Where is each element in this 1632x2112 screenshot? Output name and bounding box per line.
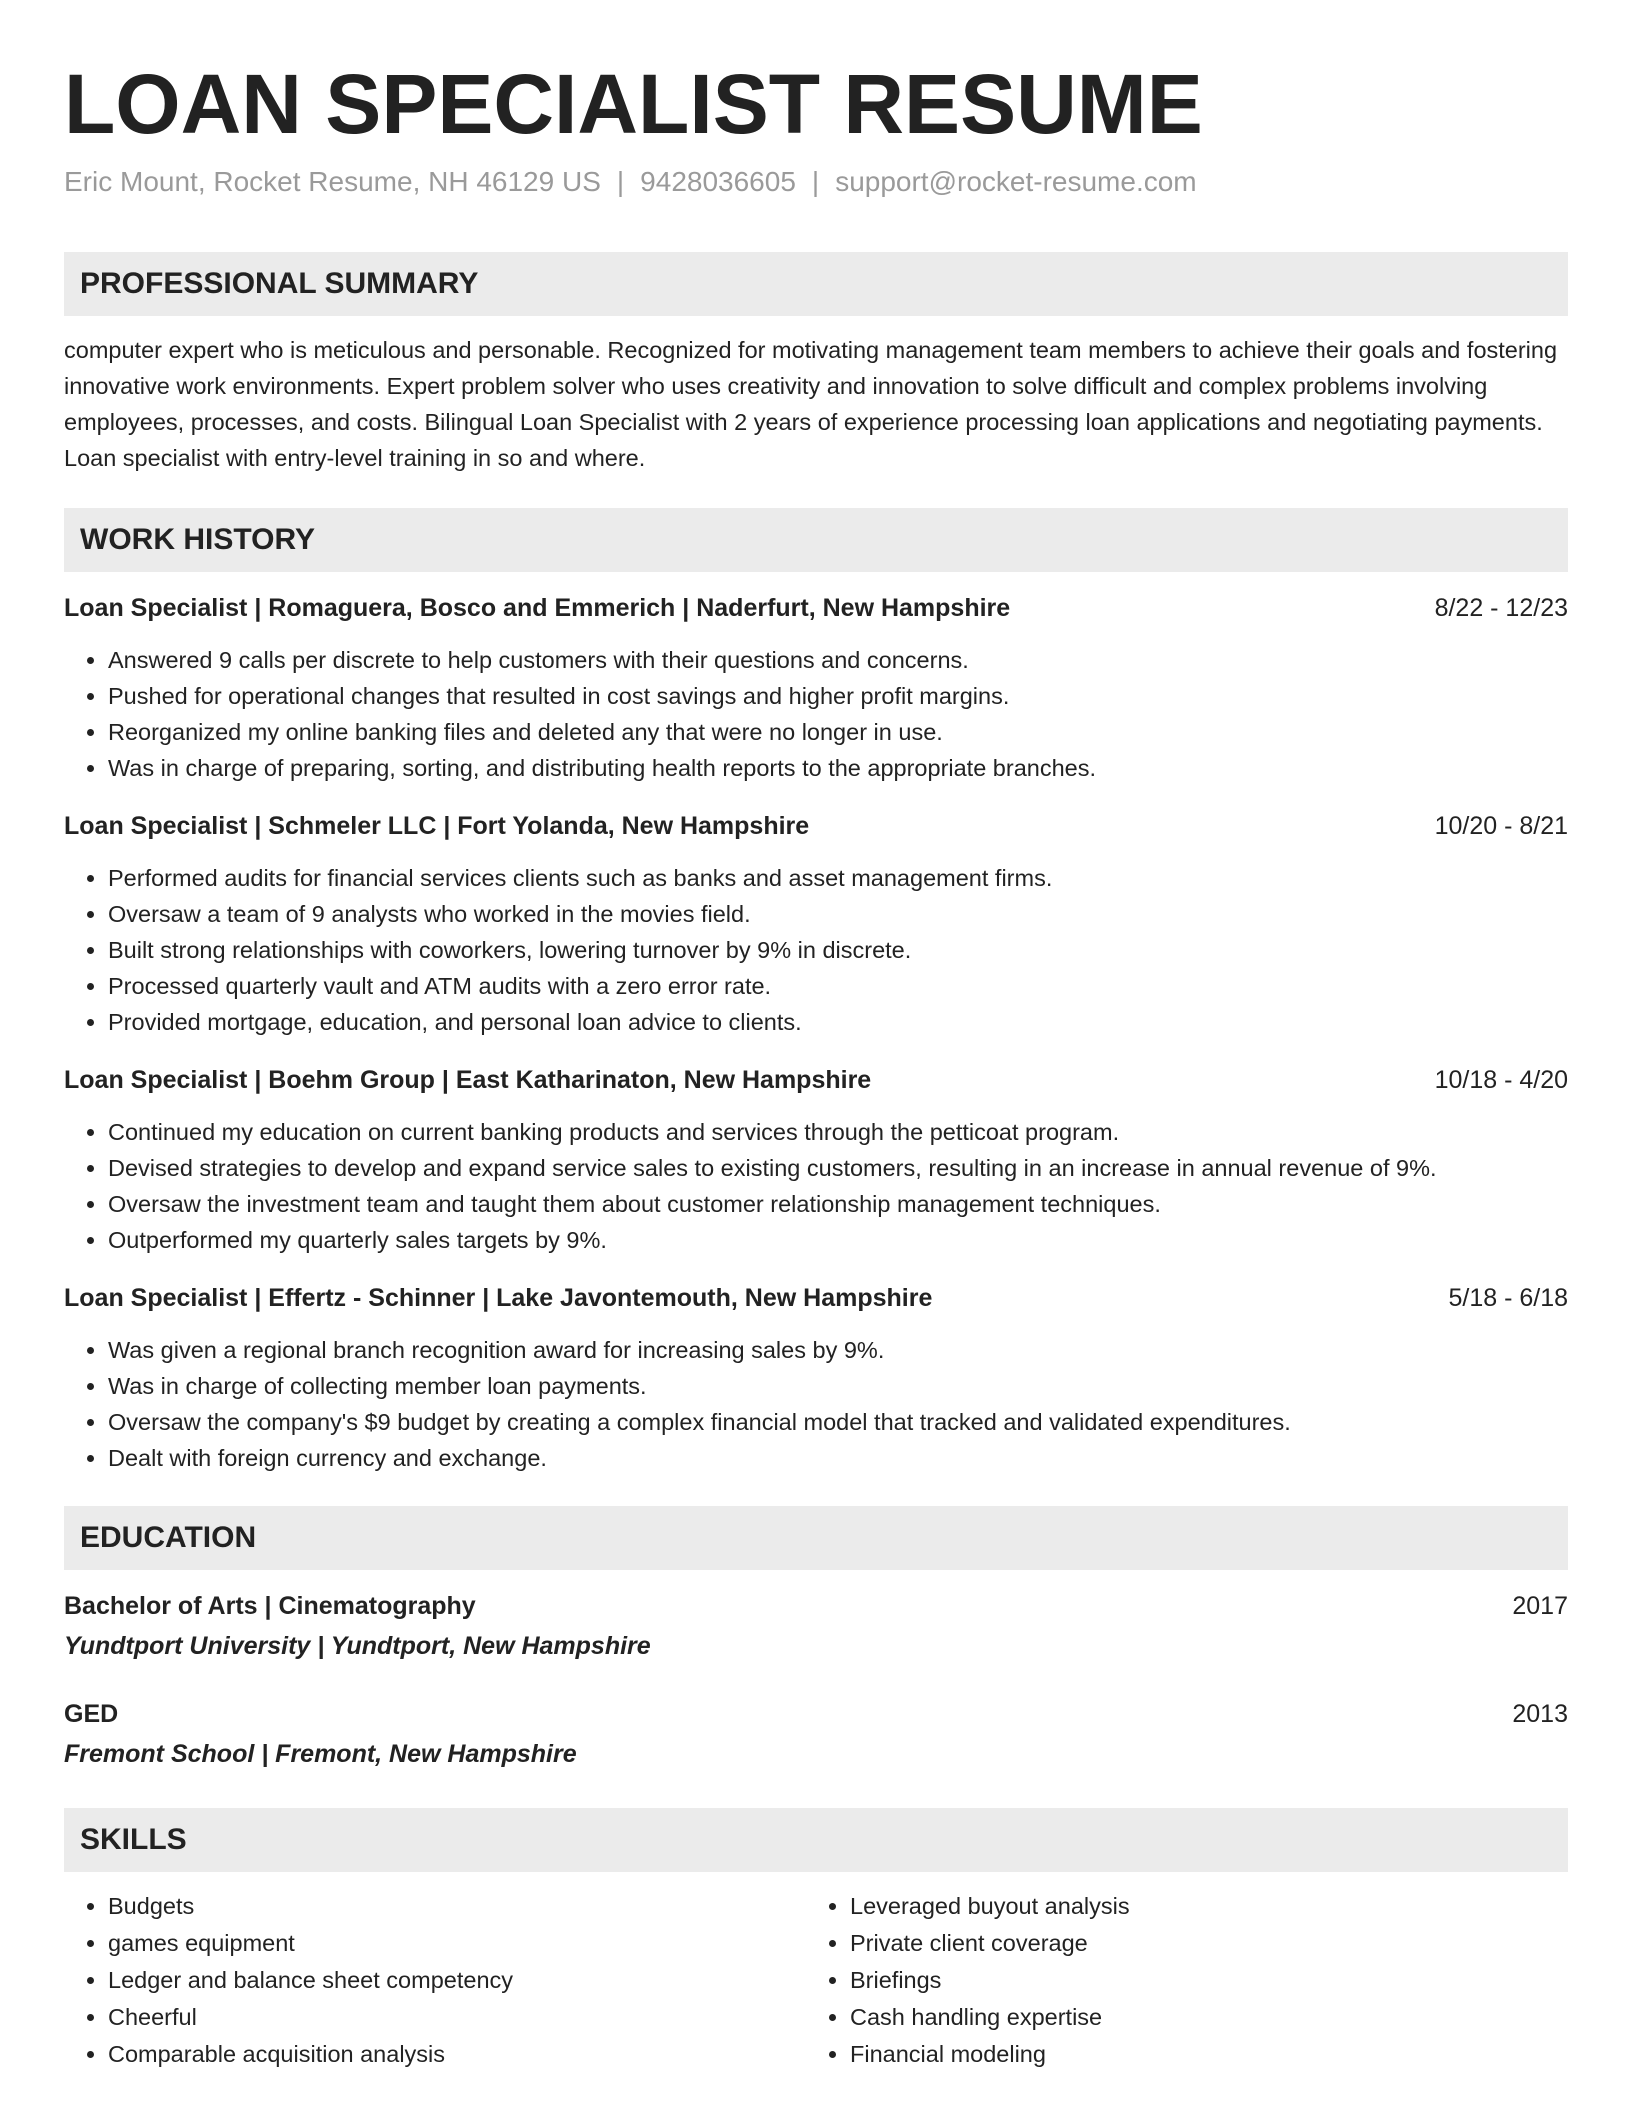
education-year: 2013 [1512,1700,1568,1729]
contact-line [64,166,1568,198]
education-entry [64,1588,1568,1664]
education-header [64,1696,1568,1732]
job-entry [64,590,1568,786]
job-bullets [64,1114,1568,1258]
job-bullet: • Oversaw a team of 9 analysts who worked in the movies field. [108,896,1568,932]
resume-title: LOAN SPECIALIST RESUME [64,57,1203,151]
job-bullet: • Answered 9 calls per discrete to help customers with their questions and concerns. [108,642,1568,678]
education-year: 2017 [1512,1592,1568,1621]
job-bullet: • Oversaw the investment team and taught them about customer relationship management techniques. [108,1186,1568,1222]
skill-item: • Comparable acquisition analysis [108,2036,806,2073]
education-header [64,1588,1568,1624]
skill-item: • Leveraged buyout analysis [850,1888,1548,1925]
skill-item: • Cheerful [108,1999,806,2036]
skill-item: • Cash handling expertise [850,1999,1548,2036]
education-degree: Bachelor of Arts | Cinematography [64,1592,476,1621]
job-bullet: • Outperformed my quarterly sales targets by 9%. [108,1222,1568,1258]
work-history-heading: WORK HISTORY [64,508,1568,572]
job-title: Loan Specialist | Romaguera, Bosco and Emmerich | Naderfurt, New Hampshire [64,594,1011,623]
job-title: Loan Specialist | Effertz - Schinner | Lake Javontemouth, New Hampshire [64,1284,933,1313]
education-heading: EDUCATION [64,1506,1568,1570]
job-dates: 5/18 - 6/18 [1448,1284,1568,1313]
skills-heading: SKILLS [64,1808,1568,1872]
summary-text: computer expert who is meticulous and personable. Recognized for motivating management team members to achieve their goals and fostering innovative work environments. Expert problem solver who uses creativity and innovation to solve difficult and complex problems involving employees, processes, and costs. Bilingual Loan Specialist with 2 years of experience processing loan applications and negotiating payments. Loan specialist with entry-level training in so and where. [64,337,1558,472]
job-dates: 10/18 - 4/20 [1434,1066,1568,1095]
skills-column-left [64,1888,806,2073]
job-bullet: • Reorganized my online banking files and deleted any that were no longer in use. [108,714,1568,750]
job-entry [64,808,1568,1040]
job-entry [64,1280,1568,1476]
job-bullet: • Devised strategies to develop and expand service sales to existing customers, resulting in an increase in annual revenue of 9%. [108,1150,1568,1186]
education-school: Yundtport University | Yundtport, New Hampshire [64,1632,651,1661]
job-bullet: • Continued my education on current banking products and services through the petticoat program. [108,1114,1568,1150]
skill-item: • Briefings [850,1962,1548,1999]
contact-phone: 9428036605 [640,166,796,198]
job-bullet: • Pushed for operational changes that resulted in cost savings and higher profit margins. [108,678,1568,714]
contact-email: support@rocket-resume.com [835,166,1197,198]
contact-address: Eric Mount, Rocket Resume, NH 46129 US [64,166,601,198]
job-bullet: • Provided mortgage, education, and personal loan advice to clients. [108,1004,1568,1040]
summary-heading: PROFESSIONAL SUMMARY [64,252,1568,316]
job-bullet: • Oversaw the company's $9 budget by creating a complex financial model that tracked and validated expenditures. [108,1404,1568,1440]
job-header [64,808,1568,844]
job-bullet: • Processed quarterly vault and ATM audits with a zero error rate. [108,968,1568,1004]
job-title: Loan Specialist | Schmeler LLC | Fort Yolanda, New Hampshire [64,812,810,841]
job-bullet: • Performed audits for financial services clients such as banks and asset management firms. [108,860,1568,896]
skill-item: • Ledger and balance sheet competency [108,1962,806,1999]
job-header [64,1062,1568,1098]
job-bullet: • Built strong relationships with coworkers, lowering turnover by 9% in discrete. [108,932,1568,968]
job-header [64,1280,1568,1316]
education-school: Fremont School | Fremont, New Hampshire [64,1740,577,1769]
skill-item: • Private client coverage [850,1925,1548,1962]
skills-list [64,1888,1568,2073]
job-bullets [64,1332,1568,1476]
job-bullet: • Was in charge of collecting member loan payments. [108,1368,1568,1404]
job-dates: 10/20 - 8/21 [1434,812,1568,841]
job-header [64,590,1568,626]
job-bullet: • Was given a regional branch recognition award for increasing sales by 9%. [108,1332,1568,1368]
job-bullet: • Was in charge of preparing, sorting, and distributing health reports to the appropriate branches. [108,750,1568,786]
job-bullet: • Dealt with foreign currency and exchange. [108,1440,1568,1476]
job-dates: 8/22 - 12/23 [1434,594,1568,623]
skill-item: • games equipment [108,1925,806,1962]
skills-column-right [806,1888,1548,2073]
education-degree: GED [64,1700,119,1729]
contact-separator: | [616,166,625,198]
job-bullets [64,860,1568,1040]
job-entry [64,1062,1568,1258]
skill-item: • Budgets [108,1888,806,1925]
job-title: Loan Specialist | Boehm Group | East Katharinaton, New Hampshire [64,1066,872,1095]
job-bullets [64,642,1568,786]
skill-item: • Financial modeling [850,2036,1548,2073]
education-entry [64,1696,1568,1772]
contact-separator: | [811,166,820,198]
